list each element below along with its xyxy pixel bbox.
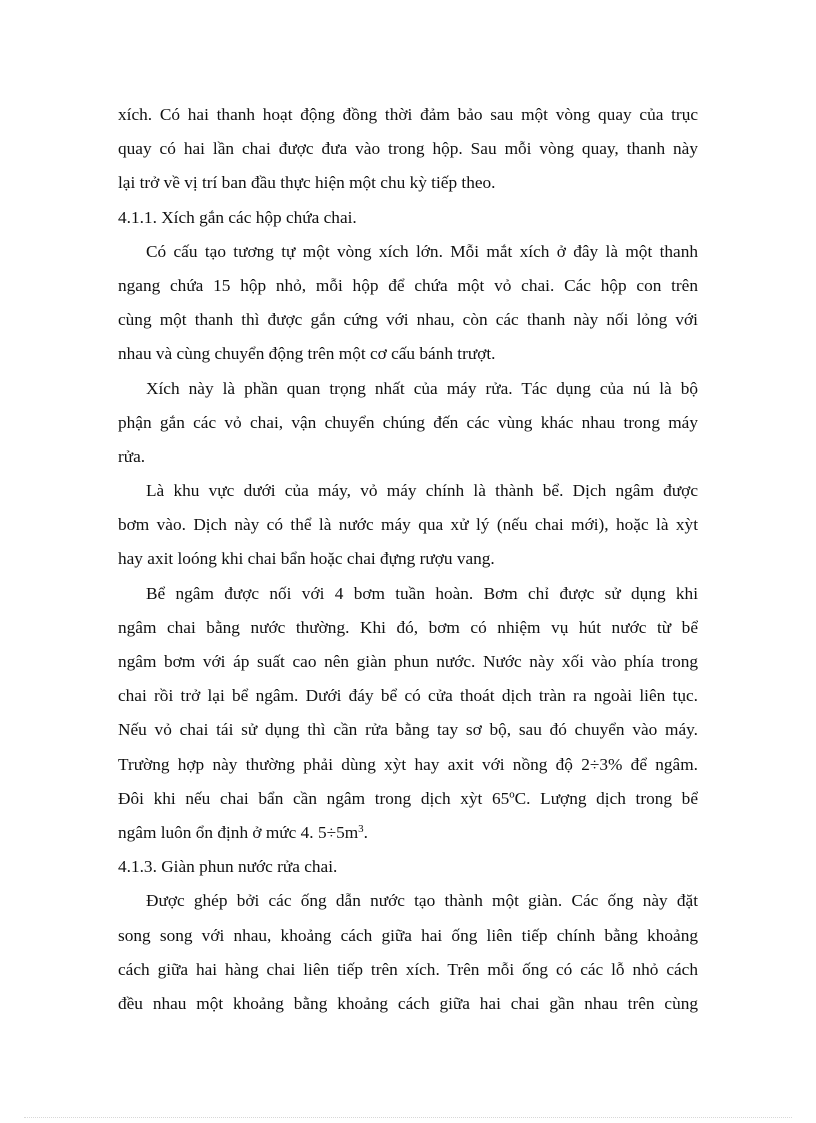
line-text: ngâm luôn ổn định ở mức 4. 5÷5m <box>118 822 359 842</box>
line-text: Bể ngâm được nối với 4 bơm tuần hoàn. Bơm chỉ được sử dụng khi <box>146 583 698 603</box>
line-text: cách giữa hai hàng chai liên tiếp trên xích. Trên mỗi ống có các lỗ nhỏ cách <box>118 959 698 979</box>
text-line <box>118 884 698 918</box>
text-line <box>118 679 698 713</box>
line-text: Xích này là phần quan trọng nhất của máy rửa. Tác dụng của nú là bộ <box>146 378 698 398</box>
text-line <box>118 987 698 1021</box>
text-line <box>118 406 698 440</box>
text-line <box>118 919 698 953</box>
text-line <box>118 748 698 782</box>
line-text: phận gắn các vỏ chai, vận chuyển chúng đến các vùng khác nhau trong máy <box>118 412 698 432</box>
superscript: 3 <box>358 822 364 835</box>
line-text: 4.1.1. Xích gắn các hộp chứa chai. <box>118 207 357 227</box>
line-text: lại trở về vị trí ban đầu thực hiện một chu kỳ tiếp theo. <box>118 173 496 193</box>
text-line <box>118 474 698 508</box>
text-line <box>118 953 698 987</box>
text-line <box>118 542 698 576</box>
line-text: 4.1.3. Giàn phun nước rửa chai. <box>118 857 338 877</box>
line-text: Nếu vỏ chai tái sử dụng thì cần rửa bằng tay sơ bộ, sau đó chuyển vào máy. <box>118 720 698 740</box>
text-line <box>118 372 698 406</box>
text-line <box>118 303 698 337</box>
page-bottom-divider <box>24 1117 792 1118</box>
text-line <box>118 611 698 645</box>
line-text: ngâm chai bằng nước thường. Khi đó, bơm có nhiệm vụ hút nước từ bể <box>118 617 698 637</box>
text-line <box>118 132 698 166</box>
text-line <box>118 98 698 132</box>
text-line <box>118 440 698 474</box>
line-text: chai rồi trở lại bể ngâm. Dưới đáy bể có cửa thoát dịch tràn ra ngoài liên tục. <box>118 686 698 706</box>
line-text: song song với nhau, khoảng cách giữa hai ống liên tiếp chính bằng khoảng <box>118 925 698 945</box>
line-text: hay axit loóng khi chai bẩn hoặc chai đựng rượu vang. <box>118 549 495 569</box>
line-text: Có cấu tạo tương tự một vòng xích lớn. Mỗi mắt xích ở đây là một thanh <box>146 241 698 261</box>
line-text: bơm vào. Dịch này có thể là nước máy qua xử lý (nếu chai mới), hoặc là xỳt <box>118 515 698 535</box>
line-text: Trường hợp này thường phải dùng xỳt hay axit với nồng độ 2÷3% để ngâm. <box>118 754 698 774</box>
text-line <box>118 645 698 679</box>
line-text: rửa. <box>118 446 146 466</box>
line-text: đều nhau một khoảng bằng khoảng cách giữa hai chai gần nhau trên cùng <box>118 993 698 1013</box>
line-text: nhau và cùng chuyển động trên một cơ cấu bánh trượt. <box>118 344 496 364</box>
line-text: ngang chứa 15 hộp nhỏ, mỗi hộp để chứa một vỏ chai. Các hộp con trên <box>118 275 698 295</box>
line-text: quay có hai lần chai được đưa vào trong hộp. Sau mỗi vòng quay, thanh này <box>118 139 698 159</box>
line-text: xích. Có hai thanh hoạt động đồng thời đảm bảo sau một vòng quay của trục <box>118 105 698 124</box>
text-line <box>118 166 698 200</box>
document-body <box>118 98 698 1021</box>
section-heading <box>118 201 698 235</box>
text-line <box>118 577 698 611</box>
line-text: Đôi khi nếu chai bẩn cần ngâm trong dịch xỳt 65ºC. Lượng dịch trong bể <box>118 788 698 808</box>
line-tail: . <box>363 822 368 842</box>
section-heading <box>118 850 698 884</box>
line-text: ngâm bơm với áp suất cao nên giàn phun nước. Nước này xối vào phía trong <box>118 652 698 671</box>
text-line <box>118 235 698 269</box>
line-text: cùng một thanh thì được gắn cứng với nhau, còn các thanh này nối lỏng với <box>118 310 698 330</box>
text-line <box>118 269 698 303</box>
text-line <box>118 713 698 747</box>
line-text: Là khu vực dưới của máy, vỏ máy chính là thành bể. Dịch ngâm được <box>146 481 698 501</box>
text-line <box>118 816 698 850</box>
text-line <box>118 337 698 371</box>
text-line <box>118 782 698 816</box>
line-text: Được ghép bởi các ống dẫn nước tạo thành một giàn. Các ống này đặt <box>146 891 698 911</box>
text-line <box>118 508 698 542</box>
